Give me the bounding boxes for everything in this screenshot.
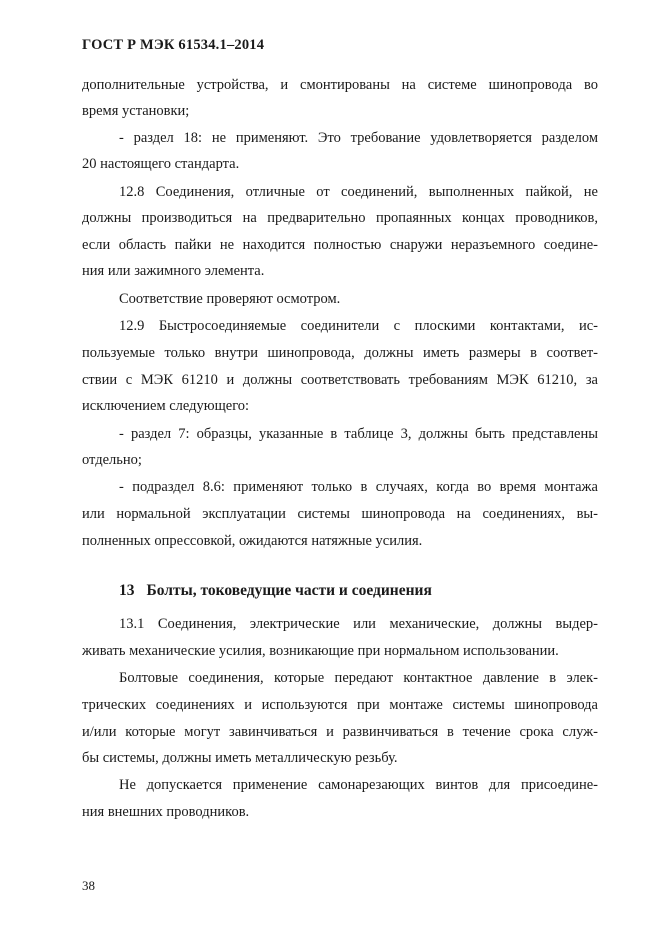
text-line: исключением следующего: (82, 398, 250, 414)
text-line: Болтовые соединения, которые передают контактное давление в элек- (119, 670, 598, 686)
text-line: 20 настоящего стандарта. (82, 156, 240, 172)
text-line: если область пайки не находится полностью снаружи неразъемного соедине- (82, 237, 598, 253)
page-number: 38 (82, 878, 95, 893)
text-line: или нормальной эксплуатации системы шинопровода на соединениях, вы- (82, 506, 598, 522)
document-header: ГОСТ Р МЭК 61534.1–2014 (82, 37, 265, 53)
text-line: время установки; (82, 103, 190, 119)
text-line: 13.1 Соединения, электрические или механические, должны выдер- (119, 616, 598, 632)
section-heading (119, 582, 432, 600)
text-line: ния внешних проводников. (82, 804, 250, 820)
text-line: должны производиться на предварительно пропаянных концах проводников, (82, 210, 598, 226)
text-line: дополнительные устройства, и смонтированы на системе шинопровода во (82, 77, 598, 93)
text-line: 12.9 Быстросоединяемые соединители с плоскими контактами, ис- (119, 318, 598, 334)
text-line: - раздел 18: не применяют. Это требование удовлетворяется разделом (119, 130, 598, 146)
text-line: и/или которые могут завинчиваться и развинчиваться в течение срока служ- (82, 724, 598, 740)
section-title-text: Болты, токоведущие части и соединения (146, 582, 432, 599)
text-line: живать механические усилия, возникающие при нормальном использовании. (82, 643, 559, 659)
text-line: Соответствие проверяют осмотром. (119, 291, 341, 307)
text-line: бы системы, должны иметь металлическую резьбу. (82, 750, 398, 766)
text-line: ствии с МЭК 61210 и должны соответствовать требованиям МЭК 61210, за (82, 372, 598, 388)
section-number: 13 (119, 582, 135, 599)
text-line: ния или зажимного элемента. (82, 263, 265, 279)
text-line: - раздел 7: образцы, указанные в таблице 3, должны быть представлены (119, 426, 598, 442)
text-line: отдельно; (82, 452, 142, 468)
text-line: пользуемые только внутри шинопровода, должны иметь размеры в соответ- (82, 345, 598, 361)
text-line: 12.8 Соединения, отличные от соединений, выполненных пайкой, не (119, 184, 598, 200)
text-line: трических соединениях и используются при монтаже системы шинопровода (82, 697, 598, 713)
text-line: Не допускается применение самонарезающих винтов для присоедине- (119, 777, 598, 793)
text-line: полненных опрессовкой, ожидаются натяжные усилия. (82, 533, 423, 549)
text-line: - подраздел 8.6: применяют только в случаях, когда во время монтажа (119, 479, 598, 495)
